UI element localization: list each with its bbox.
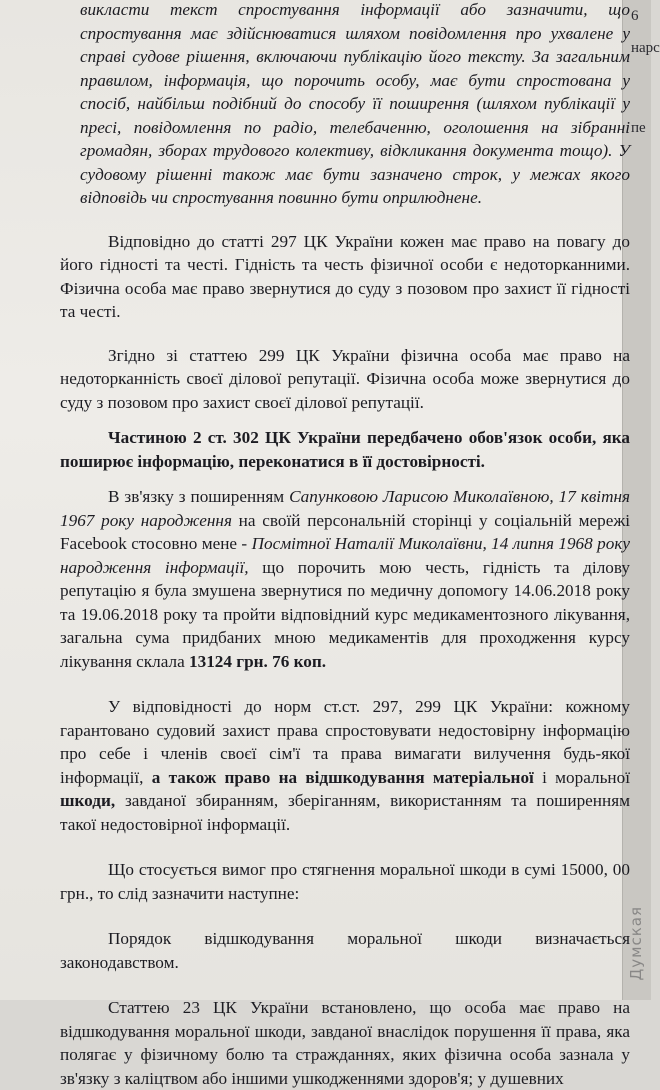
paragraph-article-23: Статтею 23 ЦК України встановлено, що особа має право на відшкодування моральної шкоди, завданої внаслідок порушення її права, яка полягає у фізичному болю та стражданнях, яких фізична особа зазнала у зв'язку з каліцтвом або іншими ушкодженнями здоров'я; у душевних	[60, 998, 630, 1088]
adjacent-page-fragment: пе	[631, 120, 646, 136]
paragraph-article-299: Згідно зі статтею 299 ЦК України фізична особа має право на недоторканність своєї ділової репутації. Фізична особа може звернутися до суду з позовом про захист своєї ділової репутації.	[60, 345, 630, 412]
paragraph-compensation-order: Порядок відшкодування моральної шкоди визначається законодавством.	[60, 929, 630, 972]
paragraph-facts: В зв'язку з поширенням Сапунковою Ларисою Миколаївною, 17 квітня 1967 року народження на своїй персональній сторінці у соціальній мережі Facebook стосовно мене - Посмітної Наталії Миколаївни, 14 липня 1968 року народження інформації, що порочить мою честь, гідність та ділову репутацію я була змушена звернутися по медичну допомогу 14.06.2018 року та 19.06.2018 року та пройти відповідний курс медикаментозного лікування, загальна сума придбаних мною медикаментів для проходження курсу лікування склала 13124 грн. 76 коп.	[60, 487, 631, 671]
paragraph-moral-damage-claim: Що стосується вимог про стягнення моральної шкоди в сумі 15000, 00 грн., то слід зазначити наступне:	[60, 860, 630, 903]
paragraph-article-302: Частиною 2 ст. 302 ЦК України передбачено обов'язок особи, яка поширює інформацію, переконатися в її достовірності.	[60, 428, 630, 471]
paragraph-refutation-procedure: викласти текст спростування інформації або зазначити, що спростування має здійснюватися шляхом повідомлення про ухвалене у справі судове рішення, включаючи публікацію його тексту. За загальним правилом, інформація, що порочить особу, має бути спростована у спосіб, найбільш подібний до способу її поширення (шляхом публікації у пресі, повідомлення по радіо, телебаченню, оголошення на зібранні громадян, зборах трудового колективу, відкликання документа тощо). У судовому рішенні також має бути зазначено строк, у межах якого відповідь чи спростування повинно бути оприлюднене.	[80, 0, 630, 207]
watermark: Думская	[627, 905, 645, 980]
paragraph-article-297: Відповідно до статті 297 ЦК України кожен має право на повагу до його гідності та честі. Гідність та честь фізичної особи є недоторканними. Фізична особа має право звернутися до суду з позовом про захист її гідності та честі.	[60, 231, 630, 321]
document-body	[60, 0, 630, 1090]
adjacent-page-fragment: нарс	[631, 40, 660, 56]
page-number: 6	[631, 8, 639, 24]
paragraph-judicial-protection: У відповідності до норм ст.ст. 297, 299 ЦК України: кожному гарантовано судовий захист права спростовувати недостовірну інформацію про себе і членів своєї сім'ї та права вимагати вилучення будь-якої інформації, а також право на відшкодування матеріальної і моральної шкоди, завданої збиранням, зберіганням, використанням та поширенням такої недостовірної інформації.	[60, 697, 630, 834]
